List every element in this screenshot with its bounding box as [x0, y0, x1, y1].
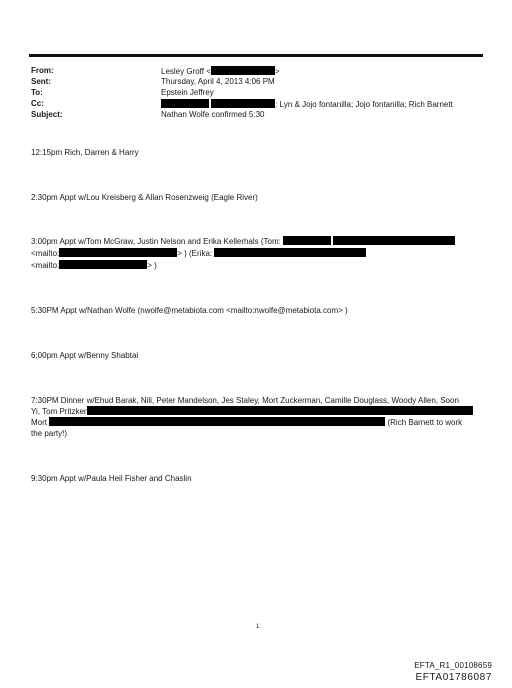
- sent-label: Sent:: [31, 77, 51, 86]
- redaction-block: [87, 406, 473, 415]
- schedule-item: [31, 236, 455, 247]
- schedule-item: [31, 406, 473, 417]
- schedule-text: Yi, Tom Pritzker: [31, 407, 87, 416]
- to-value: Epstein Jeffrey: [161, 88, 214, 97]
- schedule-item: 6:00pm Appt w/Benny Shabtai: [31, 351, 139, 360]
- from-bracket: >: [274, 67, 280, 76]
- redaction-block: [333, 236, 455, 245]
- redaction-block: [59, 260, 147, 269]
- cc-value: [161, 99, 453, 110]
- from-name: Lesley Groff <: [161, 67, 211, 76]
- bates-number-small: EFTA_R1_00108659: [414, 661, 492, 670]
- subject-label: Subject:: [31, 110, 63, 119]
- schedule-item: [31, 248, 366, 259]
- redaction-block: [59, 248, 177, 257]
- page-number: 1: [256, 624, 260, 630]
- email-header: [31, 66, 491, 126]
- to-label: To:: [31, 88, 43, 97]
- from-value: [161, 66, 280, 77]
- redaction-block: [49, 417, 385, 426]
- schedule-item: the party!): [31, 429, 68, 438]
- schedule-item: [31, 260, 157, 271]
- schedule-item: 9:30pm Appt w/Paula Heil Fisher and Chaslin: [31, 474, 192, 483]
- schedule-text: Mort: [31, 418, 47, 427]
- schedule-text: > ): [147, 261, 157, 270]
- bates-number-large: EFTA01786087: [415, 672, 492, 683]
- redaction-block: [214, 248, 366, 257]
- schedule-item: 12:15pm Rich, Darren & Harry: [31, 148, 139, 157]
- redaction-block: [211, 99, 275, 108]
- schedule-text: (Rich Barnett to work: [387, 418, 463, 427]
- cc-recipients: : Lyn & Jojo fontanilla; Jojo fontanilla; Rich Barnett: [275, 100, 453, 109]
- schedule-item: 7:30PM Dinner w/Ehud Barak, Nili, Peter Mandelson, Jes Staley, Mort Zuckerman, Camille Douglass, Woody Allen, Soon: [31, 396, 459, 405]
- schedule-item: 2:30pm Appt w/Lou Kreisberg & Allan Rosenzweig (Eagle River): [31, 193, 258, 202]
- redaction-block: [161, 99, 209, 108]
- redaction-block: [283, 236, 331, 245]
- schedule-text: 3:00pm Appt w/Tom McGraw, Justin Nelson and Erika Kellerhals (Tom:: [31, 237, 281, 246]
- subject-value: Nathan Wolfe confirmed 5:30: [161, 110, 265, 119]
- from-label: From:: [31, 66, 54, 75]
- schedule-text: > ) (Erika:: [177, 249, 213, 258]
- schedule-text: <mailto:: [31, 249, 60, 258]
- schedule-item: 5:30PM Appt w/Nathan Wolfe (nwolfe@metabiota.com <mailto:nwolfe@metabiota.com> ): [31, 306, 348, 315]
- cc-label: Cc:: [31, 99, 44, 108]
- sent-value: Thursday, April 4, 2013 4:06 PM: [161, 77, 275, 86]
- schedule-text: <mailto:: [31, 261, 60, 270]
- schedule-item: [31, 417, 462, 428]
- header-rule: [29, 54, 483, 57]
- redaction-block: [211, 66, 275, 75]
